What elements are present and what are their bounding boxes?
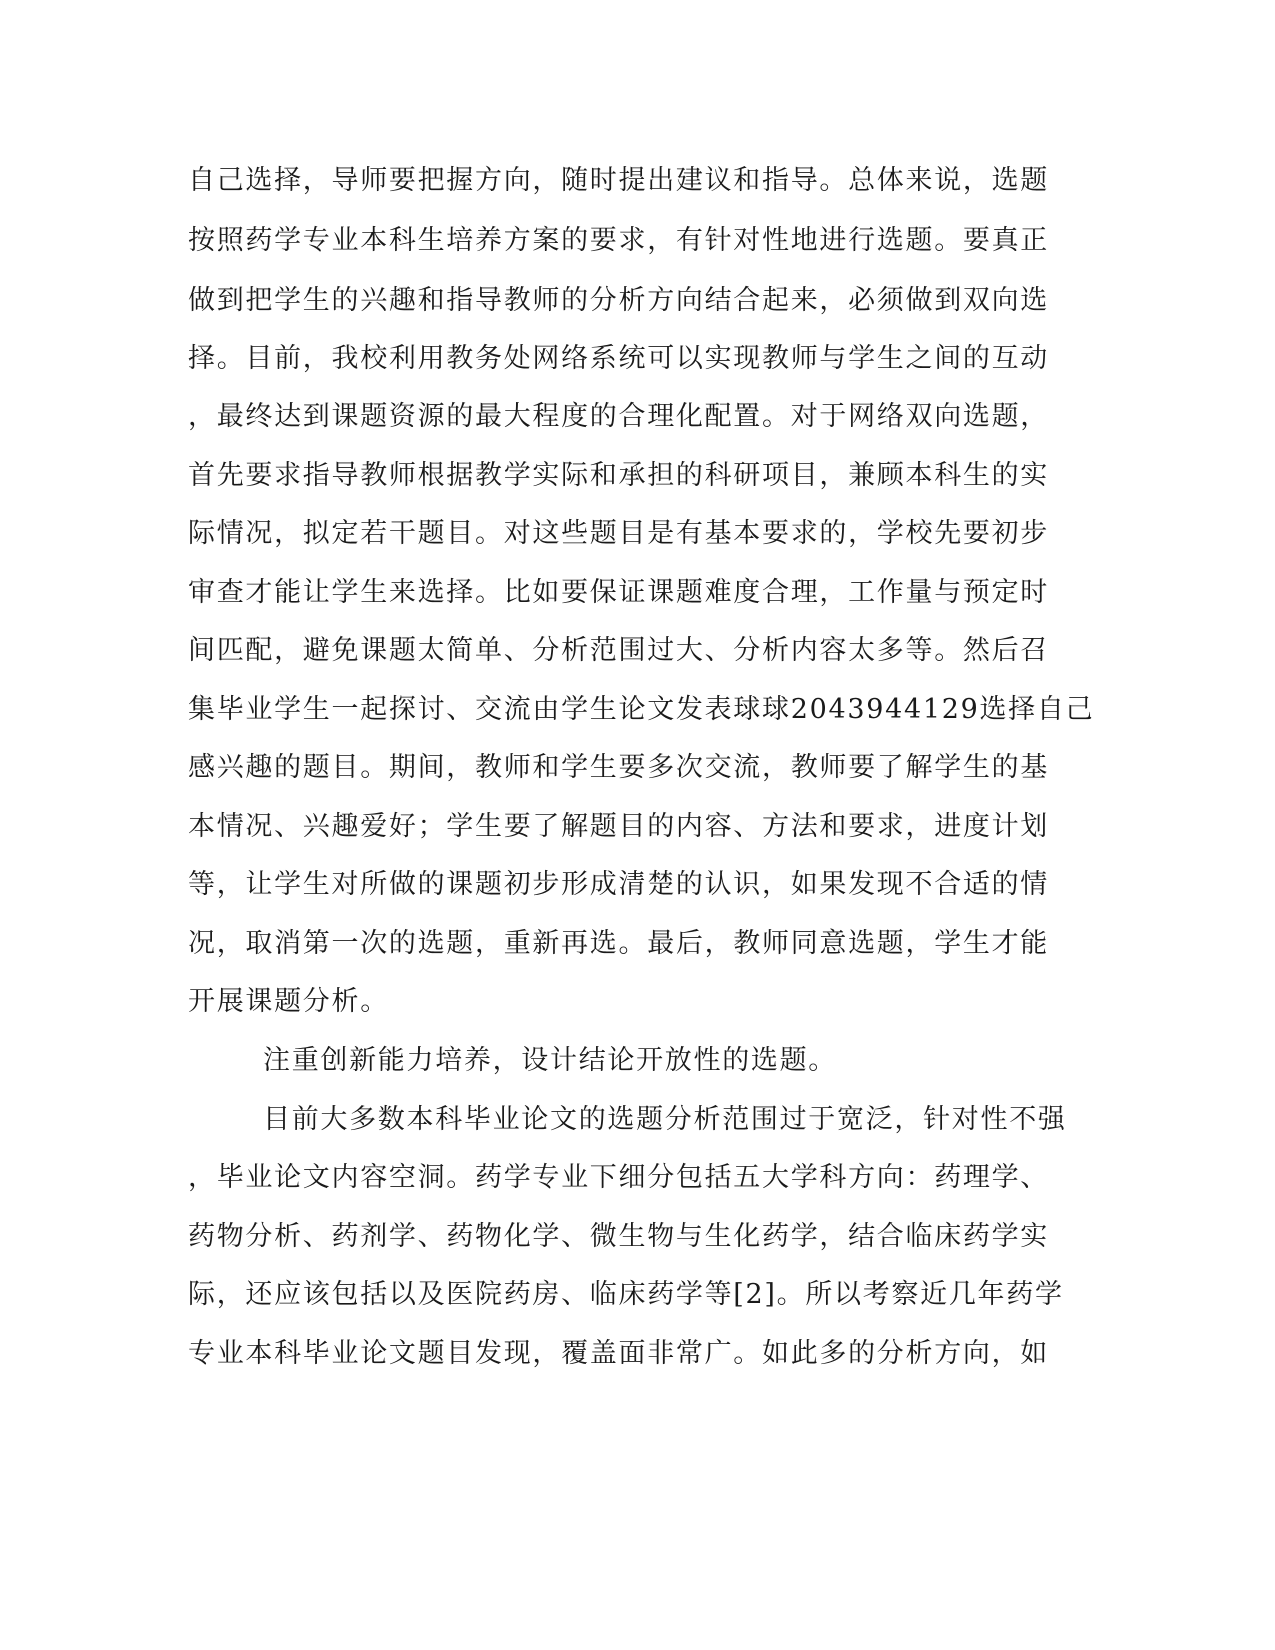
text-line: ，最终达到课题资源的最大程度的合理化配置。对于网络双向选题，	[188, 401, 1049, 432]
text-line: 开展课题分析。	[188, 986, 389, 1017]
text-line: ，毕业论文内容空洞。药学专业下细分包括五大学科方向：药理学、	[188, 1162, 1049, 1193]
text-line: 择。目前，我校利用教务处网络系统可以实现教师与学生之间的互动	[188, 343, 1049, 374]
text-line: 集毕业学生一起探讨、交流由学生论文发表球球2043944129选择自己	[188, 694, 1095, 725]
text-line: 首先要求指导教师根据教学实际和承担的科研项目，兼顾本科生的实	[188, 460, 1049, 491]
section-heading: 注重创新能力培养，设计结论开放性的选题。	[263, 1045, 837, 1076]
text-line: 专业本科毕业论文题目发现，覆盖面非常广。如此多的分析方向，如	[188, 1338, 1049, 1369]
text-line: 间匹配，避免课题太简单、分析范围过大、分析内容太多等。然后召	[188, 635, 1049, 666]
text-line: 目前大多数本科毕业论文的选题分析范围过于宽泛，针对性不强	[263, 1104, 1067, 1135]
text-line: 况，取消第一次的选题，重新再选。最后，教师同意选题，学生才能	[188, 928, 1049, 959]
text-line: 本情况、兴趣爱好；学生要了解题目的内容、方法和要求，进度计划	[188, 811, 1049, 842]
text-line: 自己选择，导师要把握方向，随时提出建议和指导。总体来说，选题	[188, 165, 1049, 196]
text-line: 际情况，拟定若干题目。对这些题目是有基本要求的，学校先要初步	[188, 518, 1049, 549]
text-line: 等，让学生对所做的课题初步形成清楚的认识，如果发现不合适的情	[188, 869, 1049, 900]
text-line: 感兴趣的题目。期间，教师和学生要多次交流，教师要了解学生的基	[188, 752, 1049, 783]
text-line: 按照药学专业本科生培养方案的要求，有针对性地进行选题。要真正	[188, 225, 1049, 256]
text-line: 药物分析、药剂学、药物化学、微生物与生化药学，结合临床药学实	[188, 1221, 1049, 1252]
text-line: 做到把学生的兴趣和指导教师的分析方向结合起来，必须做到双向选	[188, 285, 1049, 316]
text-line: 审查才能让学生来选择。比如要保证课题难度合理，工作量与预定时	[188, 577, 1049, 608]
text-line: 际，还应该包括以及医院药房、临床药学等[2]。所以考察近几年药学	[188, 1279, 1064, 1310]
